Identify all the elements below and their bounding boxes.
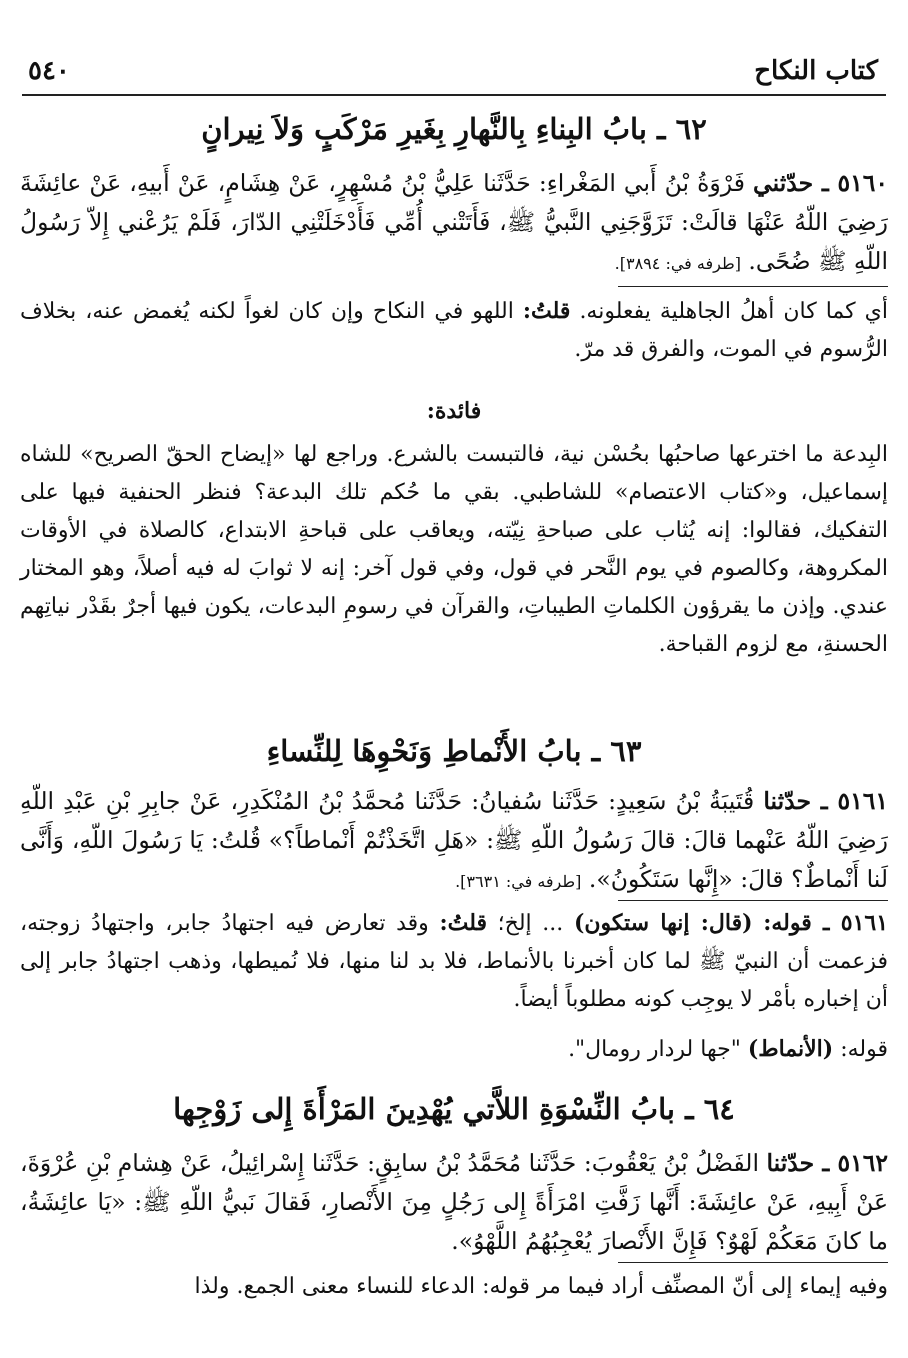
commentary-note: [20, 1030, 888, 1069]
commentary-text: أي كما كان أهلُ الجاهلية يفعلونه.: [579, 299, 888, 324]
hadith-number: ٥١٦٢ ـ حدّثنا: [766, 1149, 888, 1177]
commentary-quote: (قال: إنها ستكون): [573, 910, 753, 936]
chapter-64-title: ٦٤ ـ بابُ النِّسْوَةِ اللاَّتي يُهْدِينَ المَرْأَةَ إِلى زَوْجِها: [173, 1092, 735, 1126]
hadith-number: ٥١٦١ ـ حدّثنا: [763, 787, 888, 815]
commentary-5161: [20, 904, 888, 1019]
chapter-62-title: ٦٢ ـ بابُ البِناءِ بِالنَّهارِ بِغَيرِ مَرْكَبٍ وَلاَ نِيرانٍ: [201, 112, 707, 146]
hadith-text: فَرْوَةُ بْنُ أَبي المَغْراءِ: حَدَّثَنا عَلِيُّ بْنُ مُسْهِرٍ، عَنْ هِشَامٍ، عَنْ أَبيهِ، عَنْ عائِشَةَ رَضِيَ اللّهُ عَنْهَا قالَتْ: تَزَوَّجَنِي النَّبيُّ ﷺ، فَأَتَتْني أُمِّي فَأَدْخَلَتْنِي الدّارَ، فَلَمْ يَرُعْني إِلاّ رَسُولُ اللّهِ ﷺ ضُحًى.: [20, 169, 888, 275]
chapter-63-title: ٦٣ ـ بابُ الأَنْماطِ وَنَحْوِهَا لِلنِّساءِ: [266, 734, 642, 768]
page-number: ٥٤٠: [28, 56, 70, 86]
hadith-5162: [20, 1144, 888, 1261]
book-title: كتاب النكاح: [754, 56, 878, 86]
commentary-text: وقد تعارض فيه اجتهادُ جابر، واجتهادُ زوجته، فزعمت أن النبيّ ﷺ لما كان أخبرنا بالأنماط، فلا بد لنا منها، فلا نُميطها، وذهب اجتهادُ جابر إلى أن إخباره بأمْر لا يوجِب كونه مطلوباً أيضاً.: [20, 911, 888, 1012]
hadith-text: الفَضْلُ بْنُ يَعْقُوبَ: حَدَّثَنا مُحَمَّدُ بْنُ سابِقٍ: حَدَّثَنا إِسْرائِيلُ، عَنْ هِشامِ بْنِ عُرْوَةَ، عَنْ أَبِيهِ، عَنْ عائِشَةَ: أَنَّها زَفَّتِ امْرَأَةً إِلى رَجُلٍ مِنَ الأَنْصارِ، فَقالَ نَبيُّ اللّهِ ﷺ: «يَا عائِشَةُ، ما كانَ مَعَكُمْ لَهْوٌ؟ فَإِنَّ الأَنْصارَ يُعْجِبُهُمُ اللَّهْوُ».: [20, 1149, 888, 1255]
commentary-number: ٥١٦١ ـ قوله:: [763, 910, 889, 936]
hadith-5160: [20, 164, 888, 283]
hadith-number: ٥١٦٠ ـ حدّثني: [753, 169, 888, 197]
note-term: (الأنماط): [747, 1036, 834, 1062]
faida-title: فائدة:: [426, 398, 482, 424]
cross-reference: [طرفه في: ٣٦٣١].: [455, 872, 582, 891]
note-text: "جها لردار رومال".: [568, 1037, 741, 1062]
commentary-label: قلتُ:: [522, 298, 571, 324]
footnote-divider: [618, 1262, 888, 1263]
commentary-5162: وفيه إيماء إلى أنّ المصنِّف أراد فيما مر قوله: الدعاء للنساء معنى الجمع. ولذا: [194, 1274, 888, 1299]
hadith-text: قُتَيبَةُ بْنُ سَعِيدٍ: حَدَّثَنا سُفيانُ: حَدَّثَنا مُحمَّدُ بْنُ المُنْكَدِرِ، عَنْ جابِرِ بْنِ عَبْدِ اللّهِ رَضِيَ اللّهُ عَنْهما قالَ: قالَ رَسُولُ اللّهِ ﷺ: «هَلِ اتَّخَذْتُمْ أَنْماطاً؟» قُلتُ: يَا رَسُولَ اللّهِ، وَأَنَّى لَنا أَنْماطٌ؟ قالَ: «إِنَّها سَتَكُونُ».: [20, 787, 888, 893]
cross-reference: [طرفه في: ٣٨٩٤].: [614, 254, 741, 273]
commentary-text: ... إلخ؛: [497, 911, 564, 936]
footnote-divider: [618, 286, 888, 287]
footnote-divider: [618, 900, 888, 901]
page-header: [22, 52, 886, 96]
hadith-5161: [20, 782, 888, 901]
commentary-5160: [20, 292, 888, 369]
commentary-text: اللهو في النكاح وإن كان لغواً لكنه يُغمض عنه، بخلاف الرُّسوم في الموت، والفرق قد مرّ.: [20, 299, 888, 362]
faida-text: البِدعة ما اخترعها صاحبُها بحُسْن نية، فالتبست بالشرع. وراجع لها «إيضاح الحقّ الصريح» للشاه إسماعيل، و«كتاب الاعتصام» للشاطبي. بقي ما حُكم تلك البدعة؟ فنظر الحنفية فيها على التفكيك، فقالوا: إنه يُثاب على صباحةِ نِيّته، ويعاقب على قباحةِ الابتداع، كالصلاة في الأوقات المكروهة، وكالصوم في يوم النَّحر في قول، وفي قول آخر: إنه لا ثوابَ له فيه أصلاً، وهو المختار عندي. وإذن ما يقرؤون الكلماتِ الطيباتِ، والقرآن في رسومِ البدعات، يكون فيها أجرٌ بقَدْر نياتِهم الحسنةِ، مع لزوم القباحة.: [20, 442, 888, 657]
commentary-label: قلتُ:: [439, 910, 487, 936]
note-text: قوله:: [840, 1037, 888, 1062]
